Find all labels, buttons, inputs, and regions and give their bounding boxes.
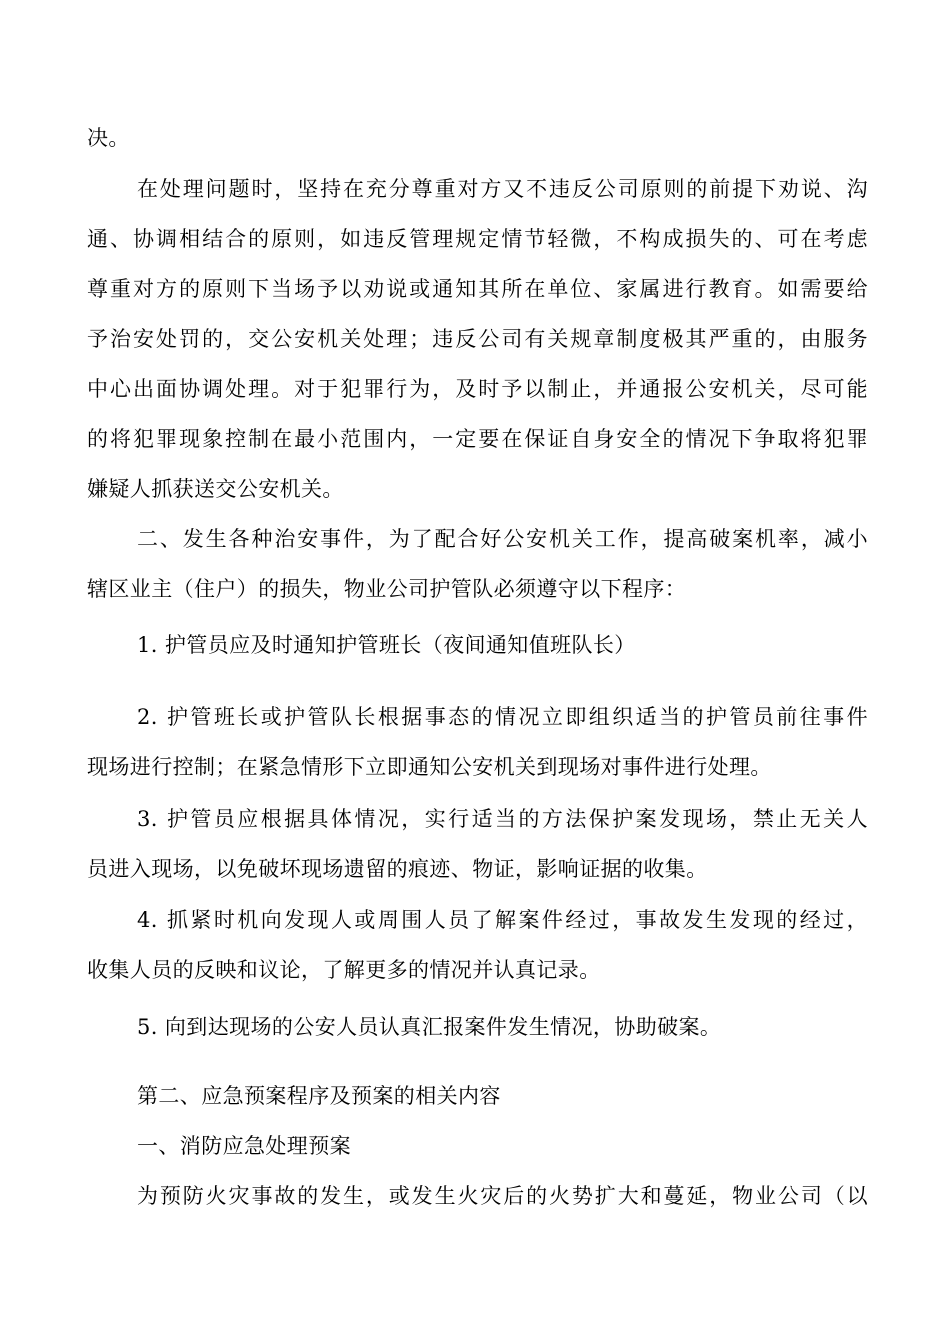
- text-line-6: 中心出面协调处理。对于犯罪行为，及时予以制止，并通报公安机关，尽可能: [87, 377, 868, 401]
- list-item-3-line-2: 员进入现场，以免破坏现场遗留的痕迹、物证，影响证据的收集。: [87, 857, 708, 881]
- list-item-5: 5. 向到达现场的公安人员认真汇报案件发生情况，协助破案。: [137, 1015, 722, 1039]
- list-item-2-line-2: 现场进行控制；在紧急情形下立即通知公安机关到现场对事件进行处理。: [87, 755, 772, 779]
- text-line-3: 通、协调相结合的原则，如违反管理规定情节轻微，不构成损失的、可在考虑: [87, 227, 868, 251]
- list-item-4-line-1: 4. 抓紧时机向发现人或周围人员了解案件经过，事故发生发现的经过，: [137, 908, 868, 932]
- section-heading: 第二、应急预案程序及预案的相关内容: [137, 1084, 501, 1108]
- text-line-last: 为预防火灾事故的发生，或发生火灾后的火势扩大和蔓延，物业公司（以: [137, 1184, 868, 1208]
- list-item-2-line-1: 2. 护管班长或护管队长根据事态的情况立即组织适当的护管员前往事件: [137, 705, 868, 729]
- list-item-3-line-1: 3. 护管员应根据具体情况，实行适当的方法保护案发现场，禁止无关人: [137, 807, 868, 831]
- text-line-5: 予治安处罚的，交公安机关处理；违反公司有关规章制度极其严重的，由服务: [87, 327, 868, 351]
- text-line-4: 尊重对方的原则下当场予以劝说或通知其所在单位、家属进行教育。如需要给: [87, 277, 868, 301]
- list-item-1: 1. 护管员应及时通知护管班长（夜间通知值班队长）: [137, 633, 636, 657]
- text-line-2: 在处理问题时，坚持在充分尊重对方又不违反公司原则的前提下劝说、沟: [137, 177, 868, 201]
- subsection-heading: 一、消防应急处理预案: [137, 1134, 351, 1158]
- list-item-4-line-2: 收集人员的反映和议论，了解更多的情况并认真记录。: [87, 958, 601, 982]
- text-line-7: 的将犯罪现象控制在最小范围内，一定要在保证自身安全的情况下争取将犯罪: [87, 427, 868, 451]
- text-line-10: 辖区业主（住户）的损失，物业公司护管队必须遵守以下程序：: [87, 577, 687, 601]
- text-line-9: 二、发生各种治安事件，为了配合好公安机关工作，提高破案机率，减小: [137, 527, 868, 551]
- text-line-8: 嫌疑人抓获送交公安机关。: [87, 477, 344, 501]
- text-line-1: 决。: [87, 126, 130, 150]
